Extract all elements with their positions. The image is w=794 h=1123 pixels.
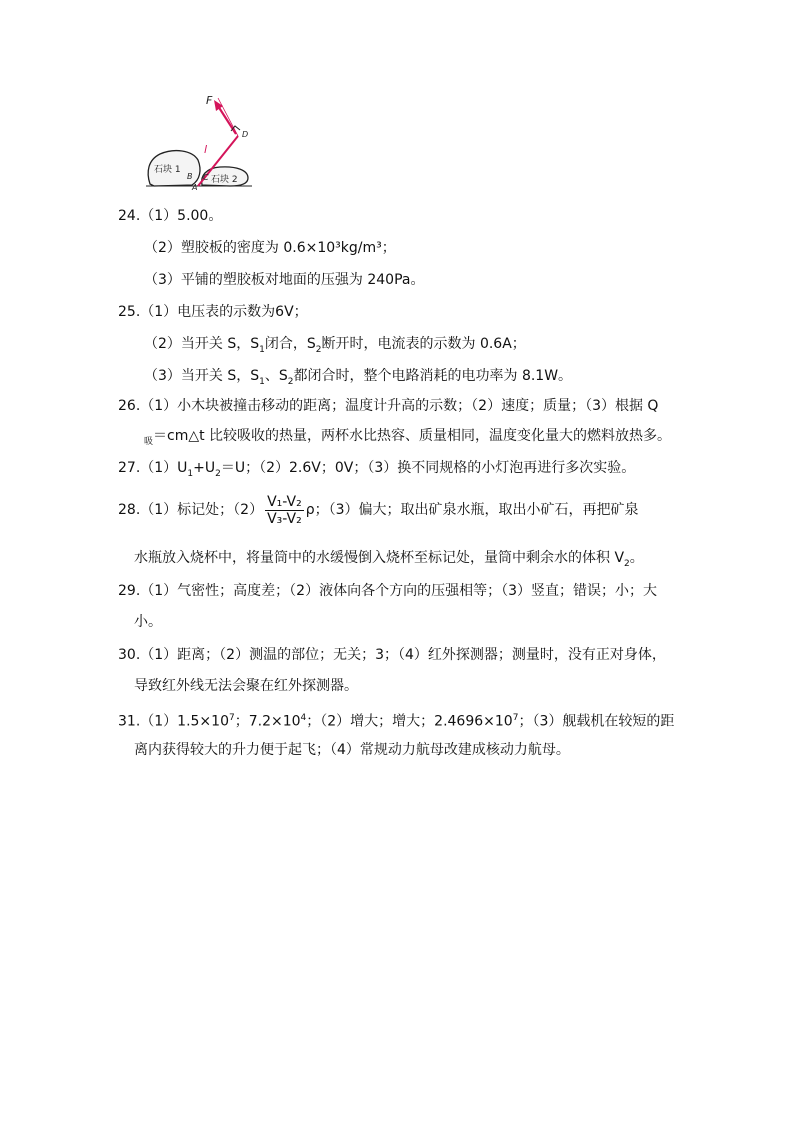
force-arrow [218, 106, 236, 134]
answer-24-2: （2）塑胶板的密度为 0.6×10³kg/m³； [144, 240, 396, 256]
answer-25-2 [144, 334, 526, 360]
subscript: 2 [315, 344, 322, 355]
text-seg: 、S [264, 368, 288, 384]
answer-30-1: 30.（1）距离；（2）测温的部位；无关；3；（4）红外探测器；测量时，没有正对身体， [118, 647, 666, 663]
answer-26-2 [144, 426, 671, 452]
answer-25-1: 25.（1）电压表的示数为6V； [118, 304, 308, 320]
answer-25-3 [144, 366, 572, 392]
text-seg: 水瓶放入烧杯中，将量筒中的水缓慢倒入烧杯至标记处，量筒中剩余水的体积 V [134, 550, 625, 566]
answer-31-2: 离内获得较大的升力便于起飞；（4）常规动力航母改建成核动力航母。 [134, 742, 570, 758]
text-seg: ρ；（3）偏大；取出矿泉水瓶，取出小矿石，再把矿泉 [305, 502, 639, 518]
lever-diagram [140, 90, 260, 190]
text-seg: 闭合，S [264, 336, 316, 352]
text-seg: 28.（1）标记处；（2） [118, 502, 264, 518]
answer-24-1: 24.（1）5.00。 [118, 208, 223, 224]
answer-24-3: （3）平铺的塑胶板对地面的压强为 240Pa。 [144, 272, 425, 288]
label-D: D [242, 130, 249, 139]
superscript: 4 [300, 713, 307, 723]
text-seg: 都闭合时，整个电路消耗的电功率为 8.1W。 [293, 368, 573, 384]
answer-29-1: 29.（1）气密性；高度差；（2）液体向各个方向的压强相等；（3）竖直；错误；小；大 [118, 583, 657, 599]
superscript: 7 [512, 713, 519, 723]
answer-28-1 [118, 492, 639, 528]
text-seg: 27.（1）U [118, 460, 188, 476]
subscript: 1 [259, 344, 265, 355]
answer-30-2: 导致红外线无法会聚在红外探测器。 [134, 678, 358, 694]
superscript: 7 [228, 713, 235, 723]
text-seg: （2）当开关 S，S [144, 336, 260, 352]
answer-26-1: 26.（1）小木块被撞击移动的距离；温度计升高的示数；（2）速度；质量；（3）根据 Q [118, 398, 659, 414]
fraction-denominator: V₃-V₂ [267, 510, 302, 527]
answer-28-2 [134, 548, 644, 574]
subscript: 吸 [144, 436, 154, 447]
label-stone-2: 石块 2 [211, 175, 238, 185]
text-seg: ；（2）增大；增大；2.4696×10 [306, 713, 513, 730]
subscript: 2 [215, 468, 221, 479]
text-seg: ＝cm△t 比较吸收的热量，两杯水比热容、质量相同，温度变化量大的燃料放热多。 [153, 428, 672, 444]
subscript: 1 [259, 376, 265, 387]
text-seg: ＝U；（2）2.6V；0V；（3）换不同规格的小灯泡再进行多次实验。 [220, 460, 636, 476]
label-F: F [206, 94, 213, 107]
answer-27 [118, 458, 635, 484]
text-seg: 31.（1）1.5×10 [118, 713, 229, 730]
subscript: 1 [187, 468, 194, 479]
fraction [265, 494, 304, 527]
label-B: B [187, 172, 193, 181]
text-seg: 断开时，电流表的示数为 0.6A； [321, 336, 526, 352]
label-C: C [203, 173, 209, 182]
label-stone-1: 石块 1 [154, 165, 181, 175]
subscript: 2 [624, 558, 630, 569]
text-seg: ；（3）舰载机在较短的距 [518, 713, 675, 730]
answer-29-2: 小。 [134, 614, 162, 630]
text-seg: 。 [629, 550, 644, 566]
text-seg: +U [193, 460, 216, 476]
text-seg: （3）当开关 S，S [144, 368, 260, 384]
force-arrowhead [214, 100, 223, 111]
fraction-numerator: V₁-V₂ [267, 493, 302, 510]
text-seg: ；7.2×10 [234, 713, 301, 730]
arm-line [218, 98, 238, 136]
label-A: A [192, 183, 198, 190]
answer-31-1 [118, 708, 674, 732]
label-l: l [204, 143, 208, 156]
subscript: 2 [287, 376, 294, 387]
